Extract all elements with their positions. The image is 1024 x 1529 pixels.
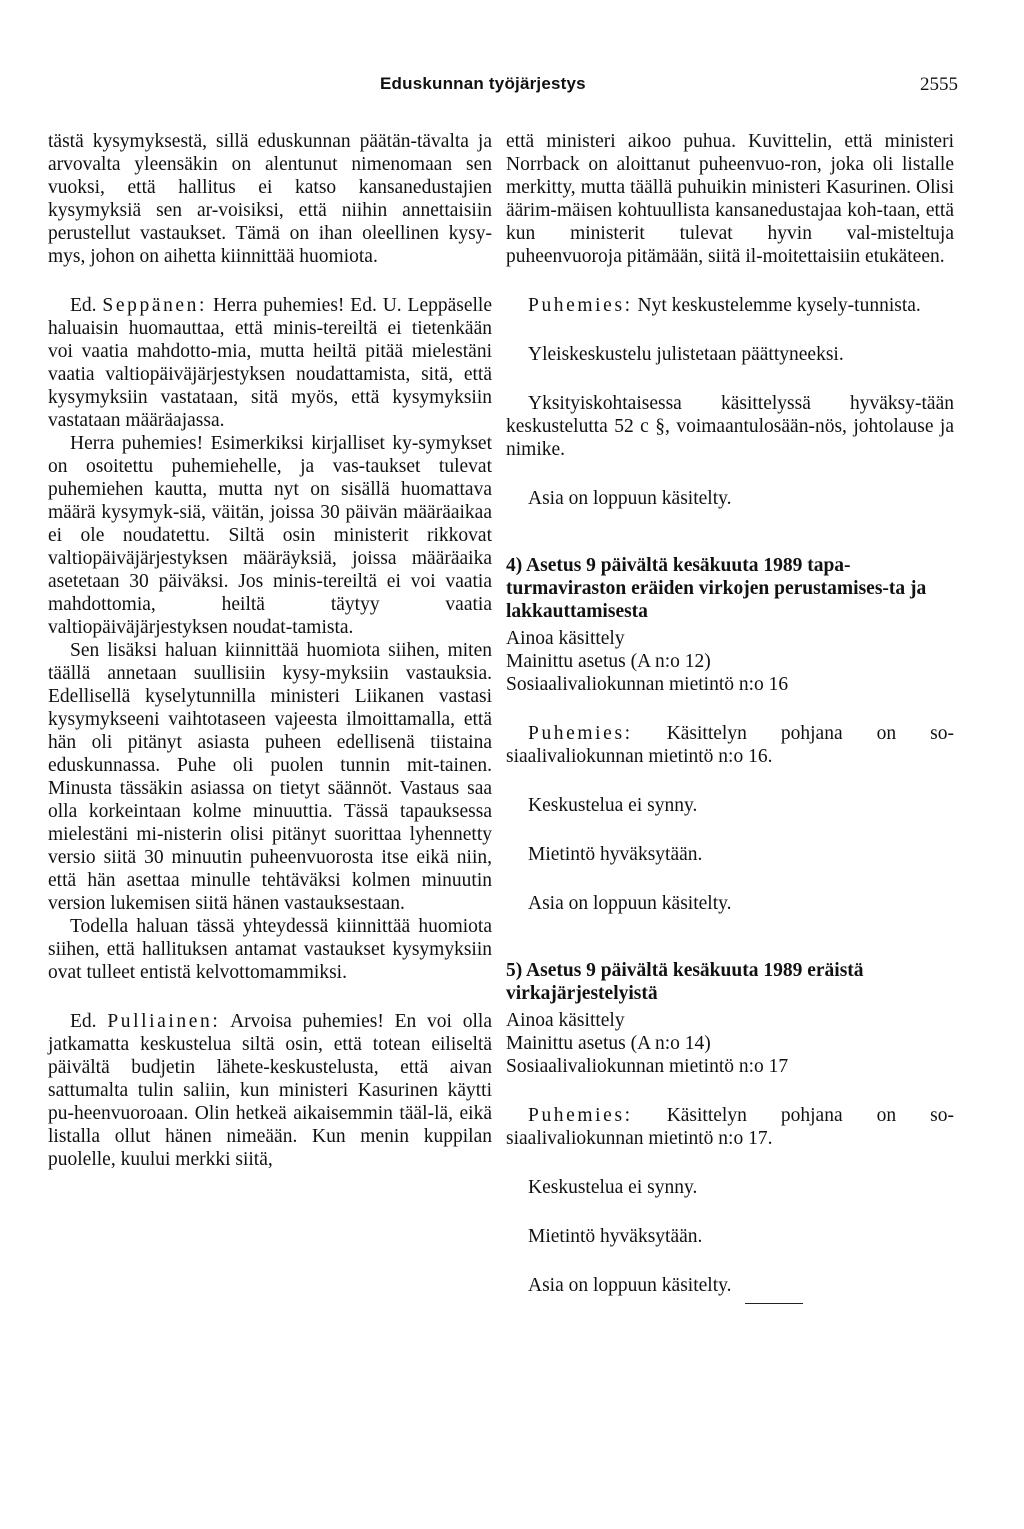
speaker-prefix: Ed. bbox=[70, 1011, 108, 1032]
paragraph: Keskustelua ei synny. bbox=[528, 1177, 698, 1198]
agenda-meta: Mainittu asetus (A n:o 12) bbox=[506, 651, 711, 672]
end-rule-divider bbox=[745, 1303, 803, 1304]
paragraph: tästä kysymyksestä, sillä eduskunnan päätän-tävalta ja arvovalta yleensäkin on alentunut nimenomaan sen vuoksi, että hallitus ei katso kansanedustajien kysymyksiä sen ar-voisiksi, että niihin annettaisiin perustellut vastaukset. Tämä on ihan oleellinen kysy-mys, johon on aihetta kiinnittää huomiota. bbox=[48, 131, 492, 267]
agenda-item-4 bbox=[506, 554, 954, 915]
left-column bbox=[48, 130, 492, 1171]
page-header bbox=[0, 74, 1024, 104]
agenda-meta: Ainoa käsittely bbox=[506, 1010, 625, 1031]
paragraph: Keskustelua ei synny. bbox=[528, 795, 698, 816]
running-title: Eduskunnan työjärjestys bbox=[380, 74, 586, 93]
right-column bbox=[506, 130, 954, 1304]
paragraph: Asia on loppuun käsitelty. bbox=[528, 893, 732, 914]
paragraph: Asia on loppuun käsitelty. bbox=[528, 488, 732, 509]
speech-puhemies bbox=[506, 1104, 954, 1150]
speech-text: Herra puhemies! Ed. U. Leppäselle haluaisin huomauttaa, että minis-tereiltä ei tietenkään voi vaatia mahdotto-mia, mutta heiltä pitää mielestäni vaatia valtiopäiväjärjestyksen noudattamista, sitä, että kysymyksiin vastataan, sitä myös, että kysymyksiin vastataan määräajassa. bbox=[48, 295, 492, 431]
speaker-name: Puhemies: bbox=[528, 723, 633, 744]
agenda-item-heading: 5) Asetus 9 päivältä kesäkuuta 1989 eräistä virkajärjestelyistä bbox=[506, 960, 864, 1004]
speech-pulliainen bbox=[48, 1010, 492, 1171]
speech-puhemies bbox=[506, 294, 954, 317]
speech-puhemies bbox=[506, 722, 954, 768]
paragraph: Asia on loppuun käsitelty. bbox=[528, 1275, 732, 1296]
paragraph: Mietintö hyväksytään. bbox=[528, 1226, 703, 1247]
agenda-item-5 bbox=[506, 959, 954, 1304]
speaker-name: Pulliainen: bbox=[107, 1011, 221, 1032]
agenda-meta: Mainittu asetus (A n:o 14) bbox=[506, 1033, 711, 1054]
speaker-name: Puhemies: bbox=[528, 1105, 633, 1126]
speaker-name: Seppänen: bbox=[102, 295, 208, 316]
paragraph: Yksityiskohtaisessa käsittelyssä hyväksy-tään keskustelutta 52 c §, voimaantulosään-nös, johtolause ja nimike. bbox=[506, 393, 954, 460]
agenda-meta: Sosiaalivaliokunnan mietintö n:o 17 bbox=[506, 1056, 789, 1077]
speech-text: Käsittelyn pohjana on so-siaalivaliokunnan mietintö n:o 17. bbox=[506, 1105, 954, 1149]
paragraph: Todella haluan tässä yhteydessä kiinnittää huomiota siihen, että hallituksen antamat vastaukset kysymyksiin ovat tulleet entistä kelvottomammiksi. bbox=[48, 916, 492, 983]
agenda-item-heading: 4) Asetus 9 päivältä kesäkuuta 1989 tapa-turmaviraston eräiden virkojen perustamises-ta ja lakkauttamisesta bbox=[506, 555, 927, 622]
paragraph: Yleiskeskustelu julistetaan päättyneeksi. bbox=[528, 344, 844, 365]
speech-text: Arvoisa puhemies! En voi olla jatkamatta keskustelua siltä osin, että totean eiliseltä päivältä budjetin lähete-keskustelusta, että aivan sattumalta tulin saliin, kun ministeri Kasurinen käytti pu-heenvuoroaan. Olin hetkeä aikaisemmin tääl-lä, eikä listalla ollut hänen nimeään. Kun menin kuppilan puolelle, kuului merkki siitä, bbox=[48, 1011, 492, 1170]
speaker-name: Puhemies: bbox=[528, 295, 633, 316]
paragraph: Sen lisäksi haluan kiinnittää huomiota siihen, miten täällä annetaan suullisiin kysy-myksiin vastauksia. Edellisellä kyselytunnilla ministeri Liikanen vastasi kysymykseeni vaihtotaseen vajeesta ilmoittamalla, että hän oli pitänyt asiasta puheen edellisenä tiistaina eduskunnassa. Puhe oli puolen tunnin mit-tainen. Minusta tässäkin asiassa on tietyt säännöt. Vastaus saa olla korkeintaan kolme minuuttia. Tässä tapauksessa mielestäni mi-nisterin olisi pitänyt suorittaa lyhennetty versio siitä 30 minuutin puheenvuorosta itse eikä niin, että hän asettaa minulle tehtäväksi kolmen minuutin version lukemisen siitä hänen vastauksestaan. bbox=[48, 640, 492, 914]
paragraph: Mietintö hyväksytään. bbox=[528, 844, 703, 865]
speech-text: Käsittelyn pohjana on so-siaalivaliokunnan mietintö n:o 16. bbox=[506, 723, 954, 767]
paragraph: että ministeri aikoo puhua. Kuvittelin, että ministeri Norrback on aloittanut puheenvuo-ron, joka oli listalle merkitty, mutta täällä puhuikin ministeri Kasurinen. Olisi äärim-mäisen kohtuullista kansanedustajaa koh-taan, että kun ministerit tulevat hyvin val-misteltuja puheenvuoroja pitämään, siitä il-moitettaisiin etukäteen. bbox=[506, 131, 954, 267]
paragraph: Herra puhemies! Esimerkiksi kirjalliset ky-symykset on osoitettu puhemiehelle, ja vas-taukset tulevat puhemiehen kautta, mutta nyt on sisällä huomattava määrä kysymyk-siä, väitän, joissa 30 päivän määräaikaa ei ole noudatettu. Siltä osin ministerit rikkovat valtiopäiväjärjestyksen määräyksiä, joissa määräaika asetetaan 30 päiväksi. Jos minis-tereiltä ei voi vaatia mahdottomia, heiltä täytyy vaatia valtiopäiväjärjestyksen noudat-tamista. bbox=[48, 433, 492, 638]
agenda-meta: Ainoa käsittely bbox=[506, 628, 625, 649]
speech-seppanen bbox=[48, 294, 492, 432]
agenda-meta: Sosiaalivaliokunnan mietintö n:o 16 bbox=[506, 674, 789, 695]
page-number: 2555 bbox=[920, 74, 958, 95]
speech-text: Nyt keskustelemme kysely-tunnista. bbox=[632, 295, 921, 316]
speaker-prefix: Ed. bbox=[70, 295, 103, 316]
